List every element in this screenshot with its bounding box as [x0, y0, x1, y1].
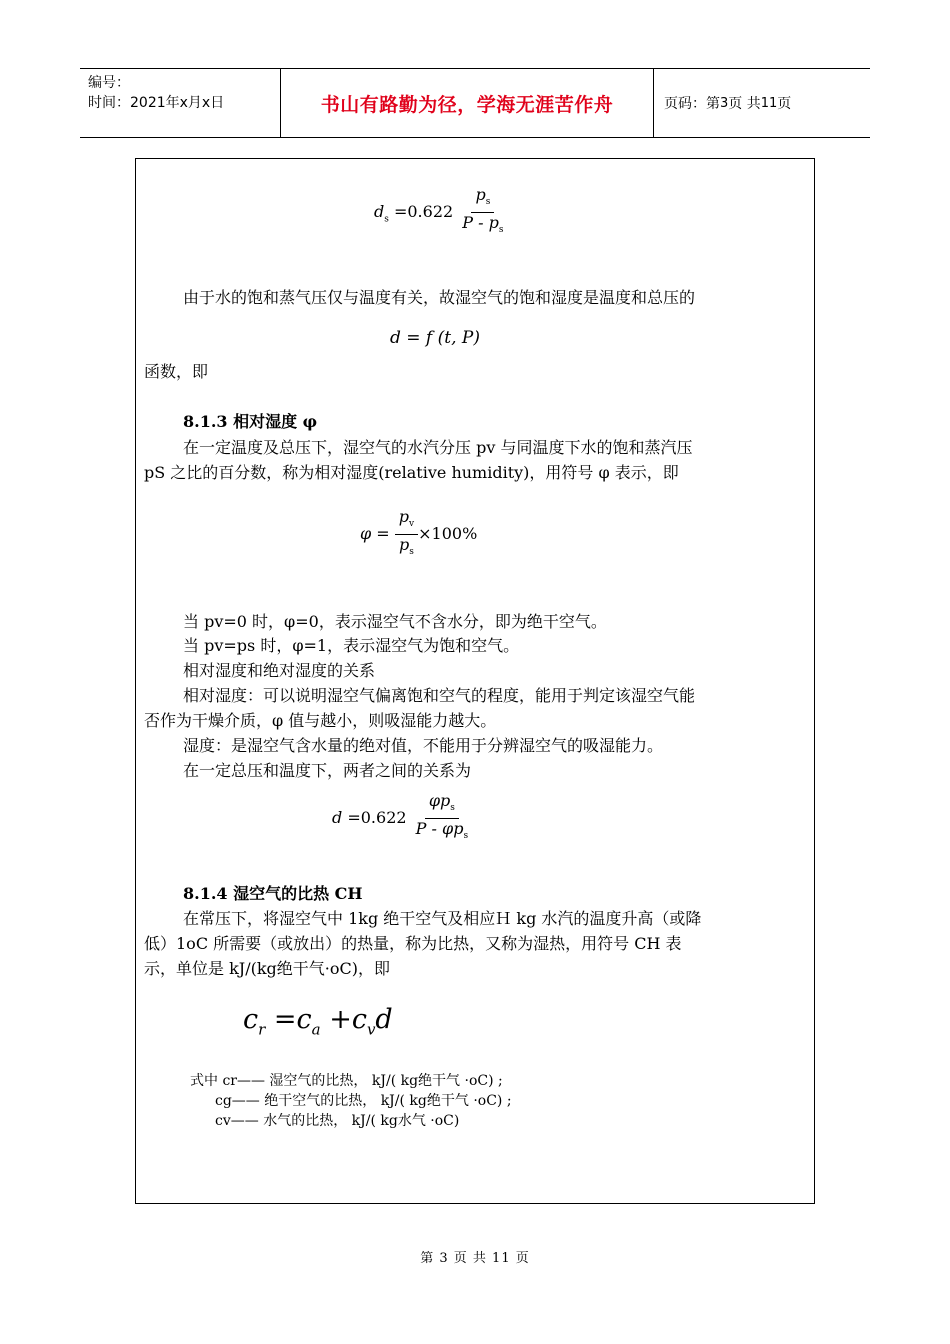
formula-phi-num: p — [398, 507, 410, 526]
page-info-current: 3 — [720, 95, 729, 111]
para-saturation-1: 由于水的饱和蒸气压仅与温度有关，故湿空气的饱和湿度是温度和总压的 — [183, 288, 696, 307]
formula-ds-den-sub: s — [498, 225, 504, 236]
legend-line-3: cv—— 水气的比热， kJ/( kg水气 ·oC) — [215, 1113, 460, 1129]
formula-phi-fraction — [395, 508, 418, 561]
formula-ds-fraction — [458, 186, 507, 239]
formula-dphi-den-sub: s — [463, 831, 469, 842]
para-relation-title: 相对湿度和绝对湿度的关系 — [183, 661, 376, 680]
formula-cr-c1: c — [243, 1004, 259, 1035]
formula-humidity-relation — [332, 792, 472, 845]
para-rh-1: 在一定温度及总压下，湿空气的水汽分压 pv 与同温度下水的饱和蒸汽压 — [183, 438, 693, 457]
formula-specific-heat — [243, 1004, 393, 1038]
formula-cr-s3: v — [366, 1020, 376, 1039]
formula-dphi-lhs: d — [332, 808, 343, 828]
formula-dphi-num: φp — [428, 791, 451, 810]
para-rh-def-1: 相对湿度：可以说明湿空气偏离饱和空气的程度，能用于判定该湿空气能 — [183, 686, 696, 705]
para-rh-def-2: 否作为干燥介质，φ 值与越小，则吸湿能力越大。 — [144, 711, 497, 730]
page-footer: 第 3 页 共 11 页 — [420, 1251, 530, 1266]
formula-phi-eq: = — [376, 524, 390, 544]
header-motto: 书山有路勤为径，学海无涯苦作舟 — [281, 69, 654, 137]
legend-line-1: 式中 cr—— 湿空气的比热， kJ/( kg绝干气 ·oC) ; — [190, 1073, 503, 1089]
para-ch-3: 示，单位是 kJ/(kg绝干气·oC)，即 — [144, 959, 390, 978]
formula-ds-lhs: d — [374, 202, 385, 222]
formula-cr-plus: + — [329, 1004, 352, 1035]
para-ch-1: 在常压下，将湿空气中 1kg 绝干空气及相应Ｈ kg 水汽的温度升高（或降 — [183, 909, 702, 928]
page-info-suffix: 页 — [777, 96, 792, 112]
section-heading-813: 8.1.3 相对湿度 φ — [183, 412, 318, 431]
para-pv-ps: 当 pv=ps 时，φ=1，表示湿空气为饱和空气。 — [183, 636, 520, 655]
para-abs-def: 湿度：是湿空气含水量的绝对值，不能用于分辨湿空气的吸湿能力。 — [183, 736, 664, 755]
doc-date-label: 时间：2021年x月x日 — [88, 95, 225, 111]
formula-dphi-fraction — [412, 792, 472, 845]
header-page-info — [654, 69, 870, 137]
formula-cr-s1: r — [258, 1020, 266, 1039]
formula-phi-num-sub: v — [409, 519, 415, 530]
formula-phi-tail: ×100% — [418, 524, 478, 544]
formula-cr-d: d — [375, 1004, 393, 1035]
section-heading-814: 8.1.4 湿空气的比热 CH — [183, 884, 363, 903]
formula-phi-den: p — [399, 535, 410, 555]
formula-cr-c3: c — [351, 1004, 367, 1035]
page-info-prefix: 页码：第 — [664, 96, 720, 112]
page-header — [80, 68, 870, 138]
header-meta — [80, 69, 281, 137]
para-relation: 在一定总压和温度下，两者之间的关系为 — [183, 761, 472, 780]
formula-phi-lhs: φ — [360, 524, 372, 544]
formula-dphi-den-b: φp — [442, 819, 464, 839]
formula-ds-den-a: P - — [462, 213, 484, 233]
formula-ds-num-sub: s — [485, 197, 491, 208]
formula-relative-humidity — [360, 508, 477, 561]
formula-cr-c2: c — [296, 1004, 312, 1035]
formula-dphi-coef: =0.622 — [347, 808, 407, 828]
formula-dphi-num-sub: s — [450, 803, 455, 814]
page-info-mid: 页 共 — [728, 96, 761, 112]
para-ch-2: 低）1oC 所需要（或放出）的热量，称为比热，又称为湿热，用符号 CH 表 — [144, 934, 682, 953]
doc-number-label: 编号： — [88, 75, 130, 91]
formula-dphi-den-a: P - — [415, 819, 437, 839]
formula-phi-den-sub: s — [409, 547, 414, 558]
para-rh-2: pS 之比的百分数，称为相对湿度(relative humidity)，用符号 φ 表示，即 — [144, 463, 679, 482]
formula-cr-s2: a — [311, 1020, 321, 1039]
formula-saturation-humidity — [374, 186, 508, 239]
formula-ds-lhs-sub: s — [384, 214, 389, 225]
page-info-total: 11 — [760, 95, 778, 111]
para-pv-zero: 当 pv=0 时，φ=0，表示湿空气不含水分，即为绝干空气。 — [183, 612, 607, 631]
formula-cr-eq: = — [273, 1004, 297, 1035]
formula-ds-den-b: p — [488, 213, 499, 233]
formula-function: d = f (t, P) — [390, 328, 480, 348]
formula-ds-coef: =0.622 — [393, 202, 454, 222]
formula-ds-num: p — [475, 185, 486, 204]
para-saturation-2: 函数，即 — [144, 362, 209, 381]
legend-line-2: cg—— 绝干空气的比热， kJ/( kg绝干气 ·oC) ; — [215, 1093, 512, 1109]
